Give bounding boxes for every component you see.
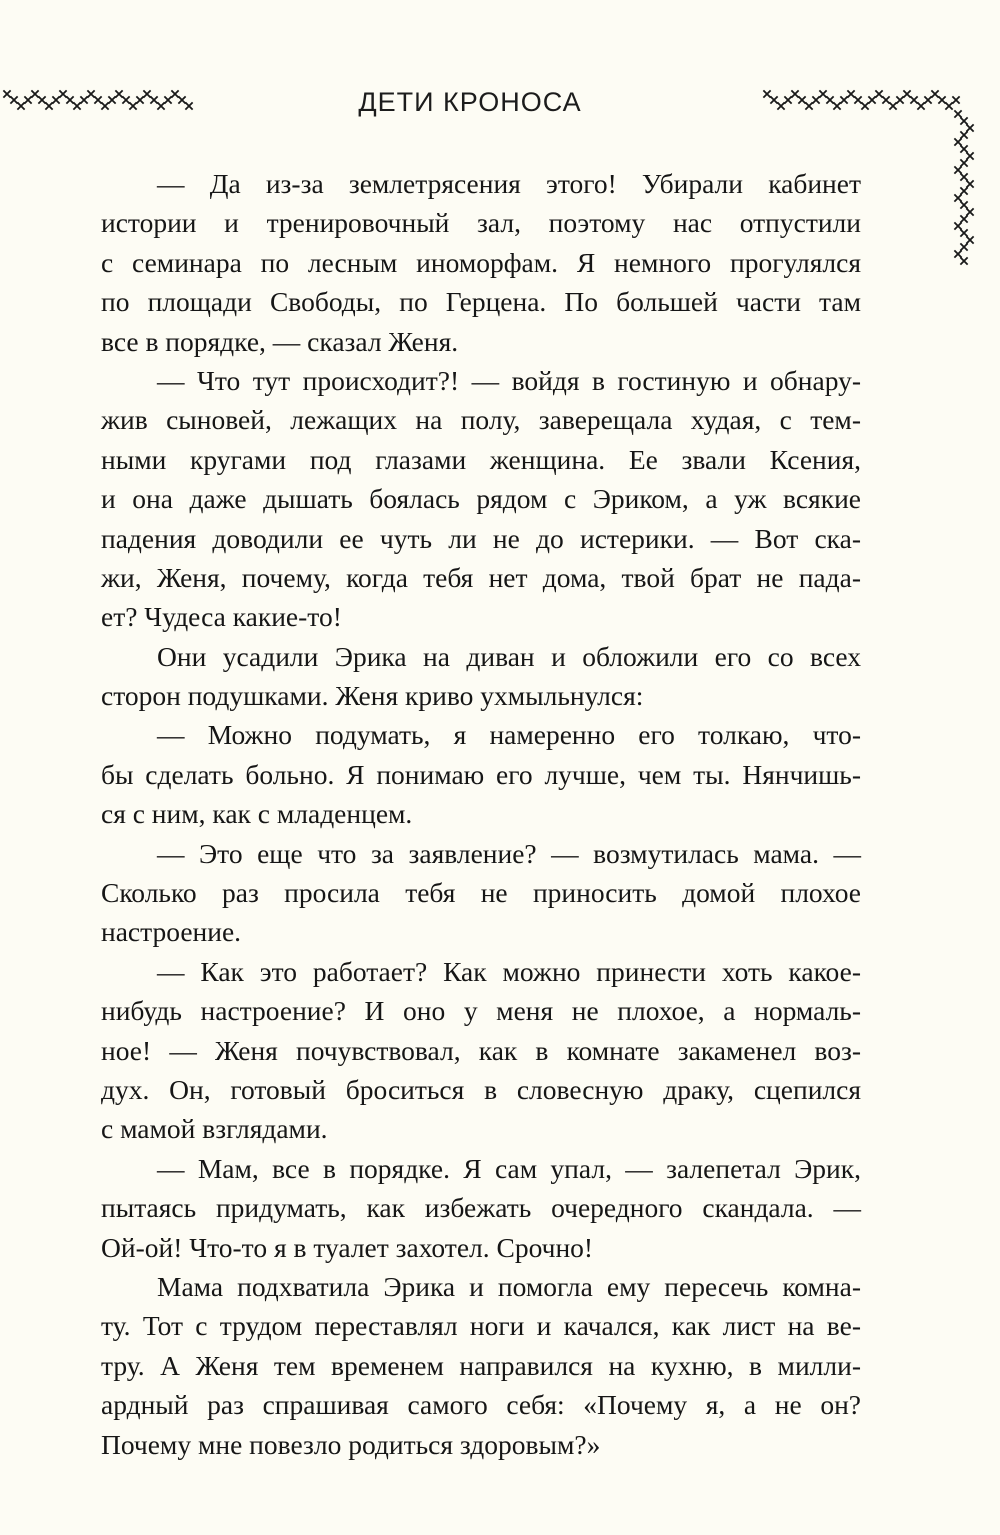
text-line: ту. Тот с трудом переставлял ноги и качался, как лист на ве- [101, 1310, 861, 1342]
stitch-cross [961, 258, 967, 264]
body-text [101, 164, 861, 1464]
text-line: жив сыновей, лежащих на полу, заверещала худая, с тем- [101, 404, 861, 436]
text-line: тру. А Женя тем временем направился на кухню, в милли- [101, 1349, 861, 1381]
text-line: — Мам, все в порядке. Я сам упал, — залепетал Эрик, [157, 1152, 861, 1184]
text-line: нибудь настроение? И оно у меня не плохое, а нормаль- [101, 995, 861, 1027]
stitch-cross [955, 195, 961, 201]
text-line: — Можно подумать, я намеренно его толкаю, что- [157, 719, 861, 751]
text-line: Они усадили Эрика на диван и обложили его со всех [157, 640, 861, 672]
stitch-cross [967, 237, 973, 243]
stitch-cross [961, 160, 967, 166]
text-line: бы сделать больно. Я понимаю его лучше, чем ты. Нянчишь- [101, 758, 861, 790]
text-line: все в порядке, — сказал Женя. [101, 325, 459, 357]
text-line: истории и тренировочный зал, поэтому нас отпустили [101, 207, 861, 239]
stitch-cross [961, 202, 967, 208]
text-line: — Да из-за землетрясения этого! Убирали кабинет [157, 168, 861, 199]
stitch-cross [967, 153, 973, 159]
text-line: и она даже дышать боялась рядом с Эриком, а уж всякие [101, 483, 861, 515]
text-line: с семинара по лесным иноморфам. Я немного прогулялся [101, 246, 861, 278]
text-line: сторон подушками. Женя криво ухмыльнулся: [101, 680, 644, 712]
text-line: настроение. [101, 916, 242, 948]
running-head [0, 84, 1000, 120]
text-line: ардный раз спрашивая самого себя: «Почему я, а не он? [101, 1389, 861, 1421]
stitch-cross [961, 230, 967, 236]
stitch-cross [955, 167, 961, 173]
text-line: по площади Свободы, по Герцена. По большей части там [101, 286, 861, 318]
stitch-cross [967, 209, 973, 215]
stitch-cross [961, 146, 967, 152]
stitch-cross [961, 132, 967, 138]
text-line: — Это еще что за заявление? — возмутилась мама. — [157, 837, 861, 869]
text-line: Почему мне повезло родиться здоровым?» [101, 1428, 601, 1460]
stitch-cross [961, 216, 967, 222]
stitch-cross [967, 181, 973, 187]
text-line: ное! — Женя почувствовал, как в комнате закаменел воз- [101, 1034, 861, 1066]
text-line: пытаясь придумать, как избежать очередного скандала. — [101, 1192, 861, 1224]
stitch-cross [955, 139, 961, 145]
text-line: падения доводили ее чуть ли не до истерики. — Вот ска- [101, 522, 861, 554]
text-line: ет? Чудеса какие-то! [101, 601, 342, 633]
text-line: жи, Женя, почему, когда тебя нет дома, твой брат не пада- [101, 561, 861, 593]
stitch-cross [961, 174, 967, 180]
text-line: дух. Он, готовый броситься в словесную драку, сцепился [101, 1073, 861, 1105]
stitch-cross [961, 188, 967, 194]
stitch-cross [961, 244, 967, 250]
running-title: ДЕТИ КРОНОСА [358, 87, 582, 117]
text-line: — Что тут происходит?! — войдя в гостиную и обнару- [157, 364, 861, 396]
stitch-cross [955, 223, 961, 229]
stitch-cross [955, 251, 961, 257]
text-line: Мама подхватила Эрика и помогла ему пересечь комна- [157, 1270, 861, 1302]
text-line: с мамой взглядами. [101, 1113, 328, 1145]
text-line: Сколько раз просила тебя не приносить домой плохое [101, 877, 861, 909]
text-line: ся с ним, как с младенцем. [101, 798, 413, 830]
stitch-cross [967, 125, 973, 131]
text-line: ными кругами под глазами женщина. Ее звали Ксения, [101, 443, 861, 475]
text-line: Ой-ой! Что-то я в туалет захотел. Срочно! [101, 1231, 594, 1263]
text-line: — Как это работает? Как можно принести хоть какое- [157, 955, 861, 987]
